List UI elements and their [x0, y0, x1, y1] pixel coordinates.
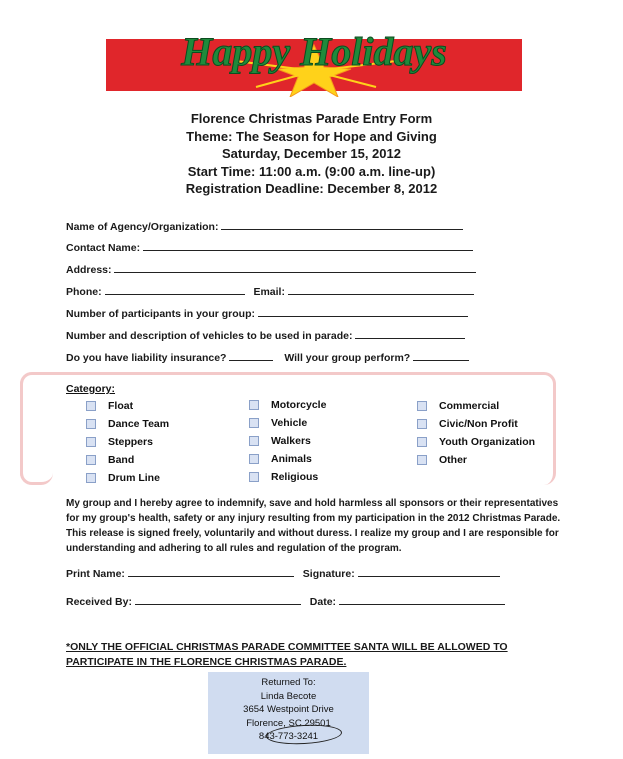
- category-column-2: [249, 397, 326, 487]
- notice-line-1: *ONLY THE OFFICIAL CHRISTMAS PARADE COMMITTEE SANTA WILL BE ALLOWED TO: [66, 641, 508, 653]
- date-line-blank[interactable]: [339, 594, 505, 605]
- category-option-label: Youth Organization: [439, 436, 536, 448]
- perform-label: Will your group perform?: [284, 352, 411, 364]
- theme-line: Theme: The Season for Hope and Giving: [186, 128, 437, 144]
- category-commercial[interactable]: [417, 398, 535, 414]
- received-by-label: Received By:: [66, 596, 132, 608]
- address-line[interactable]: [114, 262, 476, 273]
- category-option-label: Drum Line: [108, 472, 160, 484]
- start-time-line: Start Time: 11:00 a.m. (9:00 a.m. line-up): [187, 163, 436, 179]
- participants-line[interactable]: [258, 306, 468, 317]
- category-vehicle[interactable]: [249, 415, 326, 431]
- liability-agreement: My group and I hereby agree to indemnify, save and hold harmless all sponsors or their representatives for my group's health, safety or any injury resulting from my participation in the 2012 Christmas Parade. This release is signed freely, voluntarily and without duress. I realize my group and I are responsible for understanding and adhering to all rules and regulation of the program.: [66, 498, 561, 554]
- perform-line[interactable]: [413, 350, 469, 361]
- date-line: Saturday, December 15, 2012: [222, 146, 401, 161]
- vehicles-line[interactable]: [355, 328, 465, 339]
- category-label: Category: [66, 383, 112, 395]
- banner-text: Happy Holidays: [181, 31, 447, 74]
- happy-holidays-banner: [106, 31, 522, 97]
- santa-notice: [66, 640, 508, 670]
- category-civic-non-profit[interactable]: [417, 416, 535, 432]
- checkbox[interactable]: [417, 401, 427, 411]
- contact-line[interactable]: [143, 240, 473, 251]
- form-title: Florence Christmas Parade Entry Form: [190, 111, 433, 126]
- deadline-line: Registration Deadline: December 8, 2012: [185, 181, 438, 196]
- category-option-label: Float: [108, 400, 134, 412]
- checkbox[interactable]: [86, 437, 96, 447]
- category-religious[interactable]: [249, 469, 326, 485]
- agency-field[interactable]: [66, 219, 463, 233]
- insurance-label: Do you have liability insurance?: [66, 352, 227, 364]
- checkbox[interactable]: [417, 455, 427, 465]
- return-heading: Returned To:: [261, 677, 316, 688]
- checkbox[interactable]: [86, 455, 96, 465]
- category-column-3: [417, 398, 535, 470]
- signature-line[interactable]: [358, 566, 500, 577]
- contact-field[interactable]: [66, 240, 473, 254]
- phone-line[interactable]: [105, 284, 245, 295]
- category-option-label: Steppers: [108, 436, 153, 448]
- category-steppers[interactable]: [86, 434, 169, 450]
- return-phone: 843-773-3241: [258, 731, 319, 742]
- received-by-line[interactable]: [135, 594, 301, 605]
- insurance-perform-row: [66, 350, 469, 364]
- checkbox[interactable]: [86, 401, 96, 411]
- category-option-label: Walkers: [271, 435, 311, 447]
- vehicles-label: Number and description of vehicles to be used in parade:: [66, 330, 353, 342]
- print-name-line[interactable]: [128, 566, 294, 577]
- vehicles-field[interactable]: [66, 328, 465, 342]
- category-walkers[interactable]: [249, 433, 326, 449]
- category-option-label: Dance Team: [108, 418, 170, 430]
- participants-label: Number of participants in your group:: [66, 308, 256, 320]
- category-option-label: Motorcycle: [271, 399, 327, 411]
- checkbox[interactable]: [86, 473, 96, 483]
- category-motorcycle[interactable]: [249, 397, 326, 413]
- agency-label: Name of Agency/Organization:: [66, 221, 219, 233]
- address-label: Address:: [66, 264, 112, 276]
- participants-field[interactable]: [66, 306, 468, 320]
- address-field[interactable]: [66, 262, 476, 276]
- checkbox[interactable]: [417, 419, 427, 429]
- category-option-label: Religious: [271, 471, 319, 483]
- red-mark-left: [20, 372, 53, 485]
- category-option-label: Commercial: [439, 400, 500, 412]
- checkbox[interactable]: [249, 472, 259, 482]
- phone-email-row: [66, 284, 474, 298]
- checkbox[interactable]: [86, 419, 96, 429]
- received-date-row: [66, 594, 505, 608]
- category-option-label: Civic/Non Profit: [439, 418, 518, 430]
- category-heading: [66, 383, 115, 395]
- category-animals[interactable]: [249, 451, 326, 467]
- category-band[interactable]: [86, 452, 169, 468]
- return-street: 3654 Westpoint Drive: [243, 704, 334, 715]
- category-option-label: Vehicle: [271, 417, 308, 429]
- phone-label: Phone:: [66, 286, 102, 298]
- checkbox[interactable]: [249, 436, 259, 446]
- category-option-label: Other: [439, 454, 468, 466]
- category-option-label: Band: [108, 454, 135, 466]
- email-label: Email:: [253, 286, 285, 298]
- category-colon: :: [111, 383, 116, 395]
- signature-label: Signature:: [302, 568, 355, 580]
- checkbox[interactable]: [417, 437, 427, 447]
- category-youth-organization[interactable]: [417, 434, 535, 450]
- form-header: [0, 110, 623, 198]
- checkbox[interactable]: [249, 454, 259, 464]
- notice-line-2: PARTICIPATE IN THE FLORENCE CHRISTMAS PARADE.: [66, 656, 347, 668]
- return-name: Linda Becote: [260, 690, 317, 702]
- print-name-label: Print Name:: [66, 568, 125, 580]
- date-label: Date:: [309, 596, 337, 608]
- checkbox[interactable]: [249, 418, 259, 428]
- checkbox[interactable]: [249, 400, 259, 410]
- category-column-1: [86, 398, 169, 488]
- category-dance-team[interactable]: [86, 416, 169, 432]
- print-signature-row: [66, 566, 500, 580]
- category-drum-line[interactable]: [86, 470, 169, 486]
- category-other[interactable]: [417, 452, 535, 468]
- agency-line[interactable]: [221, 219, 463, 230]
- contact-label: Contact Name:: [66, 242, 141, 254]
- category-float[interactable]: [86, 398, 169, 414]
- insurance-line[interactable]: [229, 350, 273, 361]
- email-line[interactable]: [288, 284, 474, 295]
- category-option-label: Animals: [271, 453, 312, 465]
- return-city: Florence, SC 29501: [246, 717, 331, 729]
